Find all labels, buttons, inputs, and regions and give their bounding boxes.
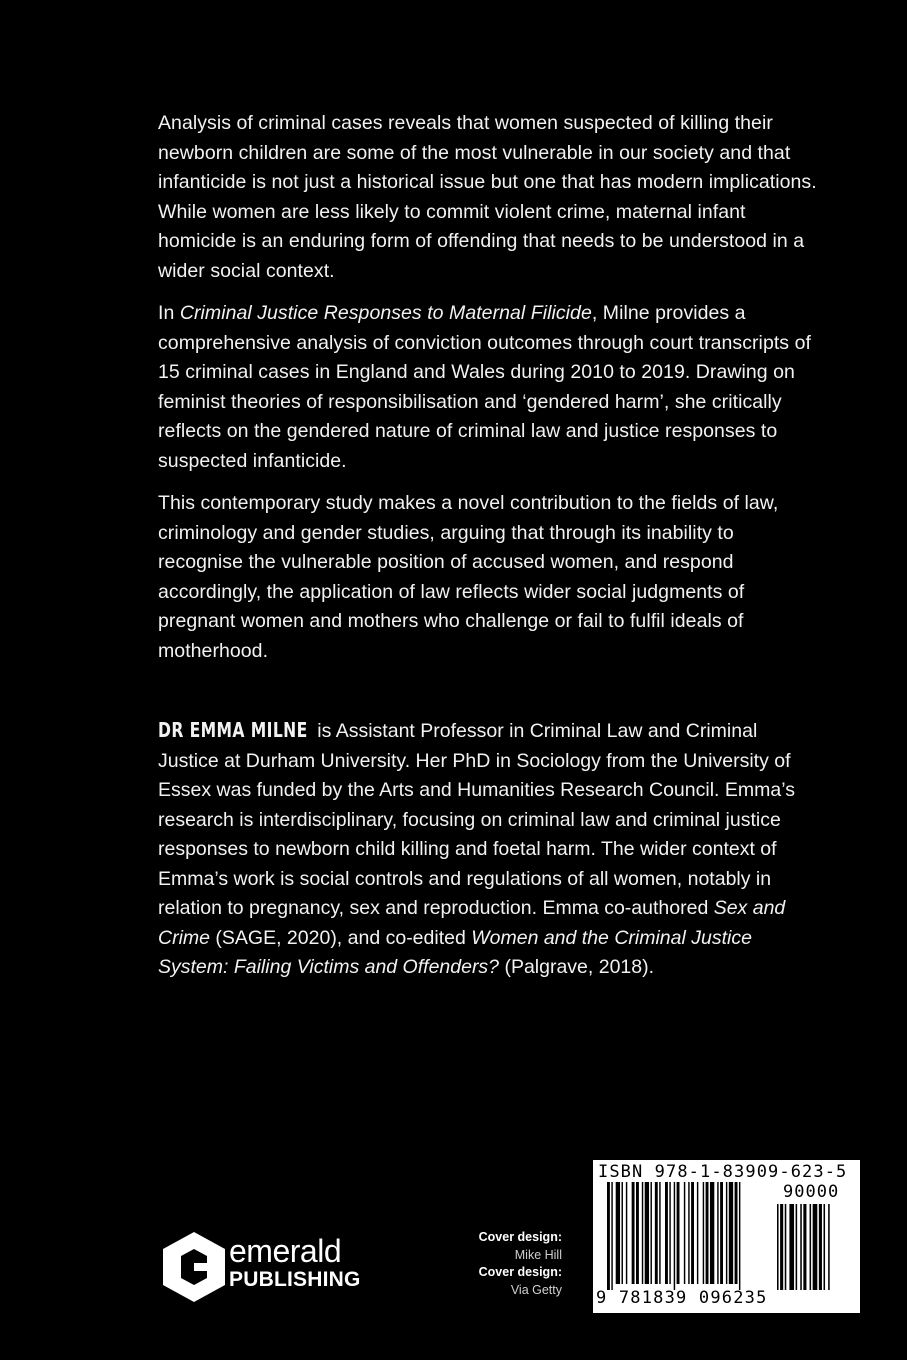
barcode-bar [703, 1182, 704, 1284]
bio-text-1: is Assistant Professor in Criminal Law and Criminal Justice at Durham University. Her PhD in Sociology from the University of Essex was funded by the Arts and Humanities Research Council. Emma’s research is interdisciplinary, focusing on criminal law and criminal justice responses to newborn child killing and foetal harm. The wider context of Emma’s work is social controls and regulations of all women, notably in relation to pregnancy, sex and reproduction. Emma co-authored [158, 720, 795, 919]
barcode-bar [655, 1182, 658, 1284]
author-name: DR EMMA MILNE [158, 718, 308, 742]
ean-digits: 9 781839 096235 [596, 1288, 768, 1308]
bio-book-1: Sex and Crime [158, 897, 786, 949]
barcode-bar [651, 1182, 652, 1284]
barcode-bar [789, 1204, 794, 1290]
blurb-paragraph-2 [158, 299, 818, 476]
cover-credits [420, 1229, 562, 1299]
barcode-bar [735, 1182, 738, 1284]
back-cover-blurb [158, 109, 818, 679]
barcode-bar [697, 1182, 698, 1284]
barcode-bar [607, 1182, 610, 1290]
barcode-bar [739, 1182, 740, 1290]
author-bio-paragraph [158, 716, 823, 983]
barcode-bar [726, 1182, 727, 1284]
emerald-e-icon [163, 1232, 225, 1302]
blurb-paragraph-3: This contemporary study makes a novel contribution to the fields of law, criminology and gender studies, arguing that through its inability to recognise the vulnerable position of accused women, and respond accordingly, the application of law reflects wider social judgments of pregnant women and mothers who challenge or fail to fulfil ideals of motherhood. [158, 492, 779, 662]
barcode-bar [674, 1182, 675, 1290]
barcode-bar [636, 1182, 639, 1284]
blurb-paragraph-1: Analysis of criminal cases reveals that women suspected of killing their newborn children are some of the most vulnerable in our society and that infanticide is not just a historical issue but one that has modern implications. While women are less likely to commit violent crime, maternal infant homicide is an enduring form of offending that needs to be understood in a wider social context. [158, 112, 817, 282]
barcode-bar [824, 1204, 826, 1290]
book-title: Criminal Justice Responses to Maternal Filicide [179, 302, 592, 324]
barcode-bar [729, 1182, 733, 1284]
publisher-logo [163, 1232, 373, 1308]
barcode-bar [710, 1182, 714, 1284]
barcode-bar [645, 1182, 649, 1284]
isbn-number: ISBN 978-1-83909-623-5 [598, 1162, 848, 1182]
barcode-bar [659, 1182, 660, 1284]
barcode-bar [813, 1204, 818, 1290]
barcode-bar [677, 1182, 680, 1284]
barcode-bar [706, 1182, 709, 1284]
barcode-bar [796, 1204, 798, 1290]
barcode-bar [777, 1204, 779, 1290]
blurb-paragraph-2-prefix: In [158, 302, 180, 324]
blurb-paragraph-2-rest: , Milne provides a comprehensive analysis of conviction outcomes through court transcripts of 15 criminal cases in England and Wales during 2010 to 2019. Drawing on feminist theories of responsibilisation and ‘gendered harm’, she critically reflects on the gendered nature of criminal law and justice responses to suspected infanticide. [158, 302, 811, 472]
barcode-bar [642, 1182, 643, 1284]
barcode-bar [828, 1204, 830, 1290]
barcode-bar [616, 1182, 620, 1284]
bio-text-3: (Palgrave, 2018). [499, 956, 655, 978]
barcode-bar [665, 1182, 668, 1284]
barcode-bar [810, 1204, 812, 1290]
credit-label: Cover design: [478, 1265, 562, 1279]
barcode-bar [688, 1182, 689, 1284]
price-code: 90000 [783, 1182, 840, 1202]
barcode-bar [780, 1204, 783, 1290]
publisher-wordmark: emerald [229, 1233, 342, 1269]
author-bio [158, 716, 823, 983]
barcode-bar [785, 1204, 787, 1290]
barcode-bar [669, 1182, 670, 1284]
barcode-bar [819, 1204, 822, 1290]
publisher-subtitle: PUBLISHING [229, 1268, 361, 1291]
barcode-bar [800, 1204, 802, 1290]
barcode-bar [684, 1182, 685, 1284]
credit-label: Cover design: [478, 1230, 562, 1244]
barcode-bar [632, 1182, 635, 1284]
barcode-bar [622, 1182, 623, 1284]
bio-book-2: Women and the Criminal Justice System: Failing Victims and Offenders? [158, 926, 752, 978]
barcode-bar [717, 1182, 718, 1284]
barcode-bar [691, 1182, 694, 1284]
barcode-bar [720, 1182, 723, 1284]
isbn-barcode [593, 1160, 860, 1313]
barcode-bar [626, 1182, 627, 1284]
credit-value: Mike Hill [514, 1247, 562, 1262]
credit-value: Via Getty [510, 1282, 562, 1297]
bio-text-2: (SAGE, 2020), and co-edited [210, 926, 472, 949]
barcode-bar [611, 1182, 612, 1290]
barcode-bar [803, 1204, 806, 1290]
